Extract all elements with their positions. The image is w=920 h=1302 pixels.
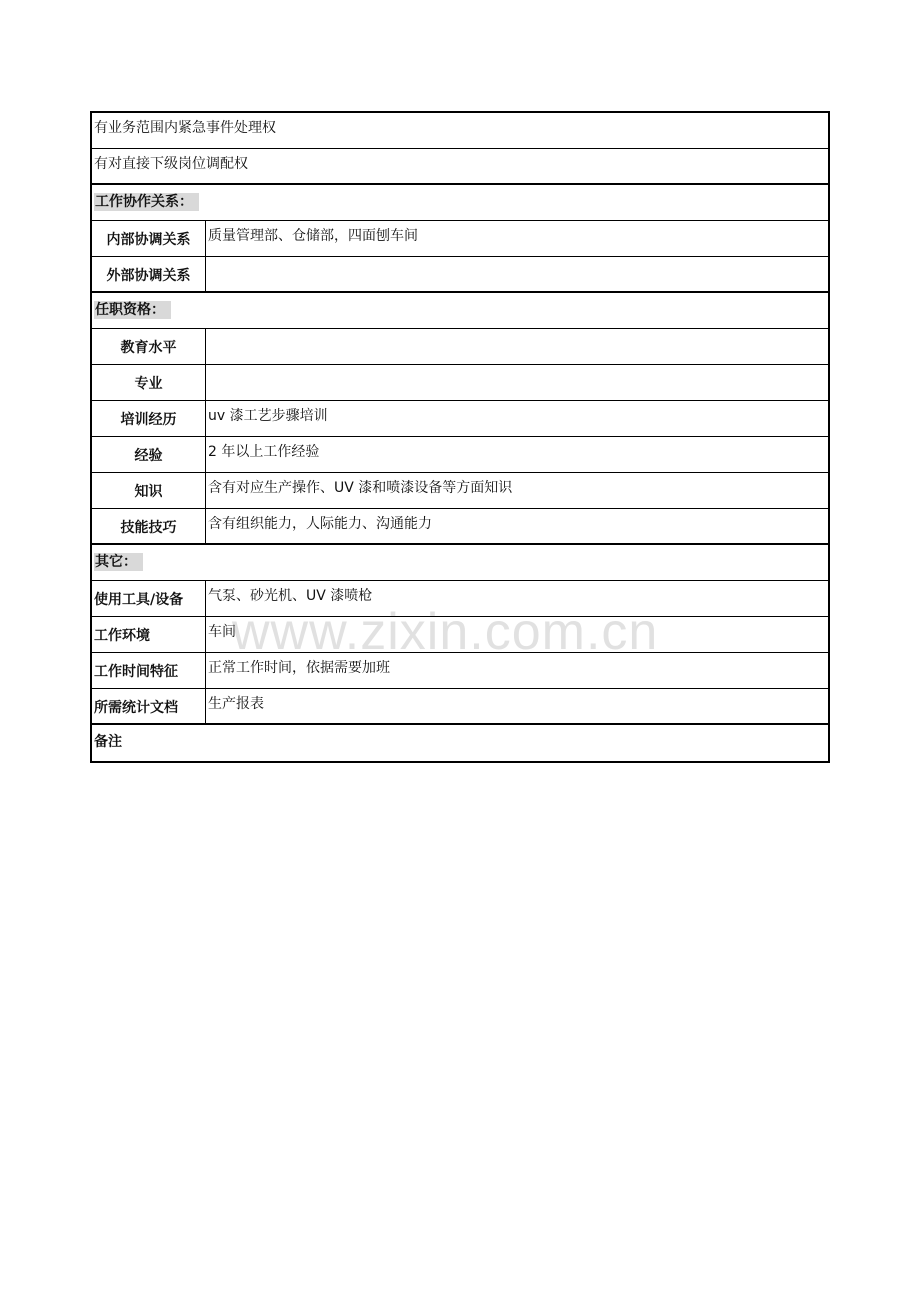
field-value: [206, 365, 828, 400]
work-time-row: [92, 653, 828, 689]
experience-row: [92, 437, 828, 473]
field-label: 外部协调关系: [92, 257, 206, 291]
field-label: 使用工具/设备: [92, 581, 206, 616]
authority-row-dispatch: [92, 149, 828, 185]
job-description-table: [90, 111, 830, 763]
authority-text: 有业务范围内紧急事件处理权: [94, 120, 276, 136]
documents-row: [92, 689, 828, 725]
section-header-other: [92, 545, 828, 581]
field-label: 所需统计文档: [92, 689, 206, 723]
field-label: 教育水平: [92, 329, 206, 364]
field-label: 专业: [92, 365, 206, 400]
authority-row-emergency: [92, 113, 828, 149]
field-label: 知识: [92, 473, 206, 508]
major-row: [92, 365, 828, 401]
field-value: uv 漆工艺步骤培训: [208, 408, 328, 424]
field-value: 含有组织能力，人际能力、沟通能力: [208, 516, 432, 532]
knowledge-row: [92, 473, 828, 509]
field-label: 工作环境: [92, 617, 206, 652]
remarks-row: [92, 725, 828, 761]
section-header-qualifications: [92, 293, 828, 329]
field-value: 正常工作时间，依据需要加班: [208, 660, 390, 676]
external-coordination-row: [92, 257, 828, 293]
field-value: 生产报表: [208, 696, 264, 712]
field-label: 技能技巧: [92, 509, 206, 543]
watermark: www.zixin.com.cn: [232, 603, 659, 661]
field-value: 2 年以上工作经验: [208, 444, 320, 460]
remarks-label: 备注: [94, 734, 122, 750]
field-value: 车间: [208, 624, 236, 640]
field-value: 质量管理部、仓储部，四面刨车间: [208, 228, 418, 244]
authority-text: 有对直接下级岗位调配权: [94, 156, 248, 172]
field-value: 气泵、砂光机、UV 漆喷枪: [208, 588, 373, 604]
field-value: [206, 257, 828, 291]
tools-row: [92, 581, 828, 617]
field-label: 经验: [92, 437, 206, 472]
training-row: [92, 401, 828, 437]
internal-coordination-row: [92, 221, 828, 257]
field-label: 内部协调关系: [92, 221, 206, 256]
field-value: 含有对应生产操作、UV 漆和喷漆设备等方面知识: [208, 480, 513, 496]
field-label: 工作时间特征: [92, 653, 206, 688]
skills-row: [92, 509, 828, 545]
field-value: [206, 329, 828, 364]
section-title: 任职资格：: [94, 301, 171, 319]
section-header-collaboration: [92, 185, 828, 221]
section-title: 工作协作关系：: [94, 193, 199, 211]
field-label: 培训经历: [92, 401, 206, 436]
education-row: [92, 329, 828, 365]
section-title: 其它：: [94, 553, 143, 571]
environment-row: [92, 617, 828, 653]
